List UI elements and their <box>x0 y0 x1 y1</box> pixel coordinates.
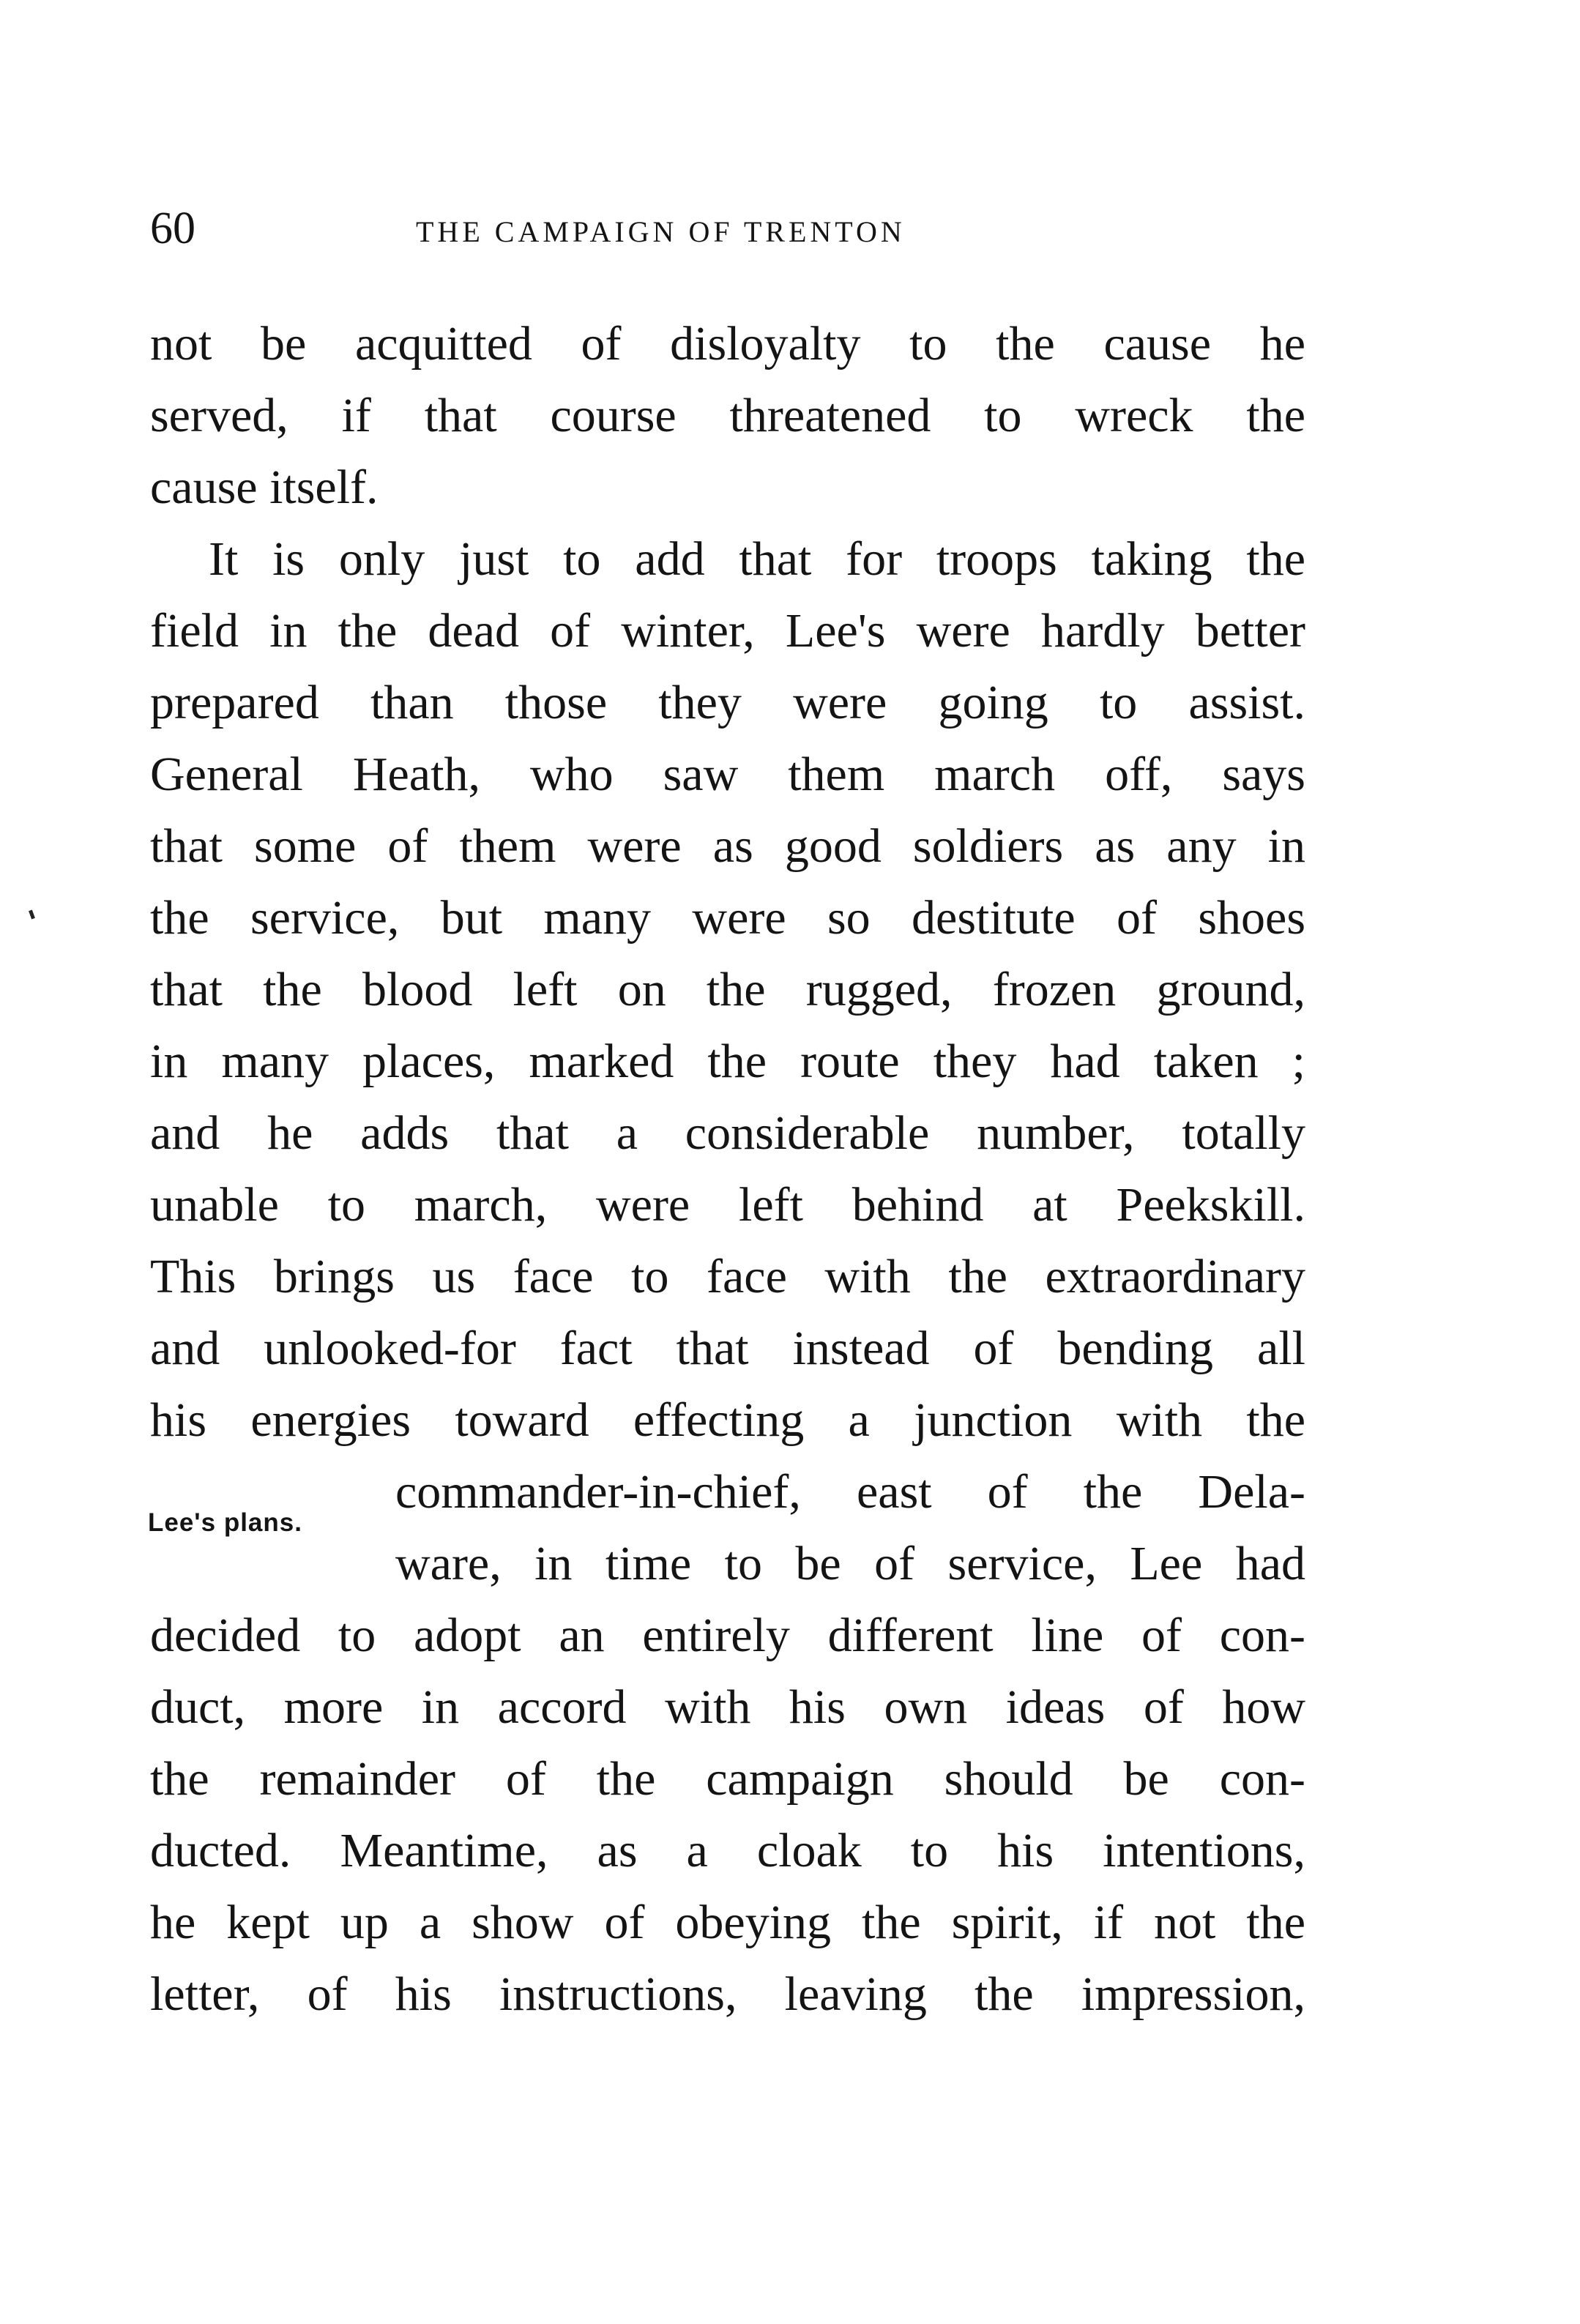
text-line: the service, but many were so destitute of shoes <box>150 891 1305 945</box>
text-line: This brings us face to face with the extraordinary <box>150 1250 1305 1303</box>
text-line: unable to march, were left behind at Peekskill. <box>150 1178 1305 1232</box>
running-head: THE CAMPAIGN OF TRENTON <box>416 215 906 248</box>
text-line: his energies toward effecting a junction with the <box>150 1393 1305 1447</box>
text-line: prepared than those they were going to assist. <box>150 676 1305 729</box>
text-line: field in the dead of winter, Lee's were hardly better <box>150 604 1305 658</box>
text-line: duct, more in accord with his own ideas of how <box>150 1680 1305 1734</box>
text-line: ducted. Meantime, as a cloak to his intentions, <box>150 1824 1305 1877</box>
text-line: General Heath, who saw them march off, says <box>150 748 1305 801</box>
text-line: in many places, marked the route they had taken ; <box>150 1035 1305 1088</box>
text-line: the remainder of the campaign should be con- <box>150 1752 1305 1806</box>
text-line: decided to adopt an entirely different line of con- <box>150 1609 1305 1662</box>
text-line: commander-in-chief, east of the Dela- <box>395 1465 1305 1519</box>
text-line: letter, of his instructions, leaving the impression, <box>150 1967 1305 2021</box>
text-line: It is only just to add that for troops taking the <box>209 532 1305 586</box>
text-line: ware, in time to be of service, Lee had <box>395 1537 1305 1590</box>
text-line: cause itself. <box>150 461 379 514</box>
page-number: 60 <box>150 204 195 253</box>
text-line: and he adds that a considerable number, totally <box>150 1106 1305 1160</box>
ink-speck <box>29 910 35 920</box>
text-line: that some of them were as good soldiers as any in <box>150 819 1305 873</box>
text-line: served, if that course threatened to wreck the <box>150 389 1305 442</box>
margin-note: Lee's plans. <box>148 1508 302 1537</box>
text-line: that the blood left on the rugged, frozen ground, <box>150 963 1305 1016</box>
text-line: he kept up a show of obeying the spirit, if not the <box>150 1896 1305 1949</box>
text-line: not be acquitted of disloyalty to the cause he <box>150 317 1305 370</box>
text-line: and unlooked-for fact that instead of bending all <box>150 1322 1305 1375</box>
